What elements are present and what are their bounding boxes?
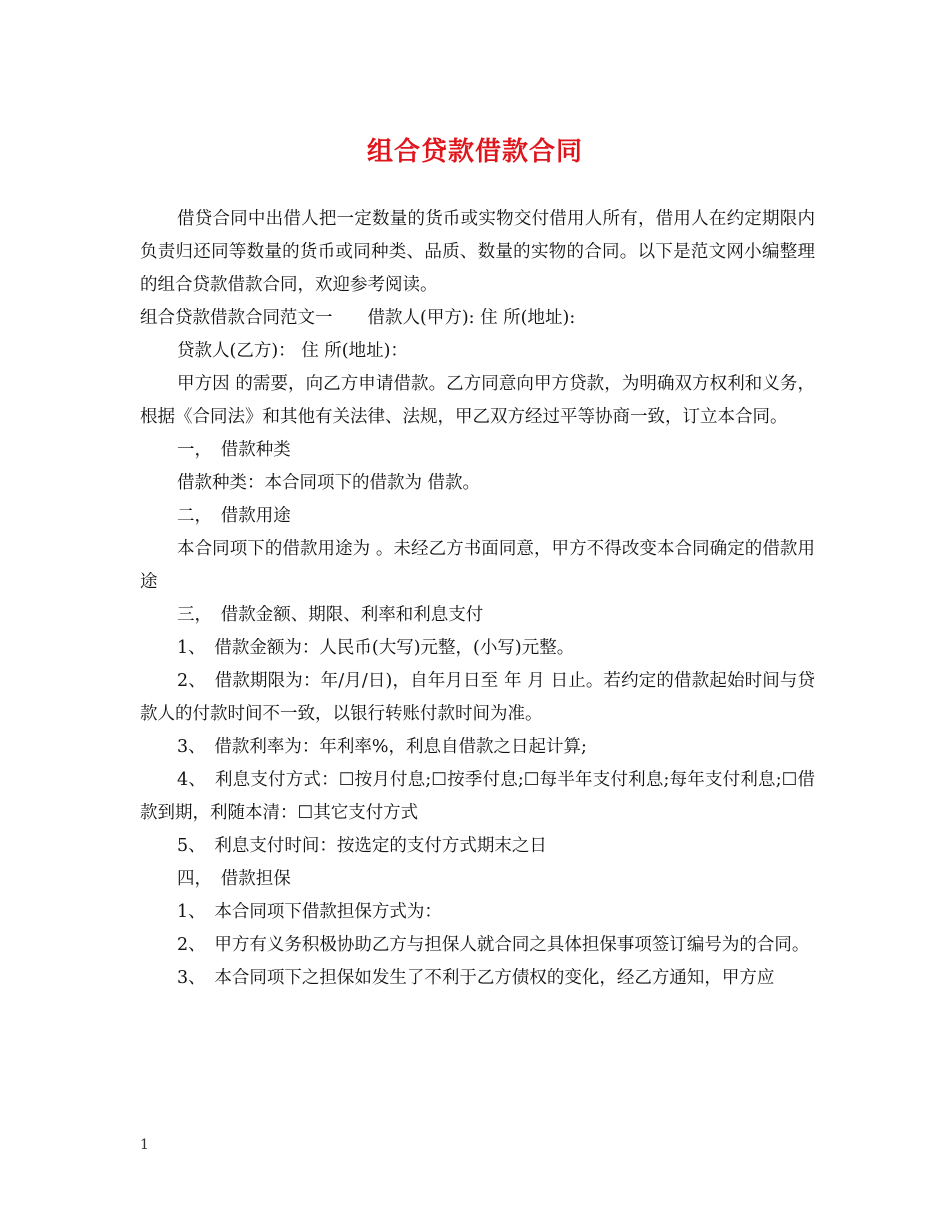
section-heading-amount-term-rate: 三， 借款金额、期限、利率和利息支付 [177, 605, 484, 625]
paragraph-intro: 借贷合同中出借人把一定数量的货币或实物交付借用人所有，借用人在约定期限内负责归还同等数量的货币或同种类、品质、数量的实物的合同。以下是范文网小编整理的组合贷款借款合同，欢迎参考阅读。 [140, 209, 815, 295]
paragraph-lender: 贷款人(乙方)： 住 所(地址)： [177, 341, 408, 361]
paragraph-sample-heading: 组合贷款借款合同范文一 借款人(甲方): 住 所(地址): [140, 308, 576, 328]
document-title: 组合贷款借款合同 [366, 137, 583, 167]
section-heading-loan-purpose: 二， 借款用途 [177, 506, 291, 526]
clause-loan-amount: 1、 借款金额为：人民币(大写)元整，(小写)元整。 [177, 638, 575, 658]
clause-guarantee-method: 1、 本合同项下借款担保方式为： [177, 902, 442, 922]
paragraph-loan-type: 借款种类：本合同项下的借款为 借款。 [177, 473, 481, 493]
document-body [140, 203, 815, 995]
clause-guarantee-assist: 2、 甲方有义务积极协助乙方与担保人就合同之具体担保事项签订编号为的合同。 [177, 935, 810, 955]
paragraph-loan-purpose: 本合同项下的借款用途为 。未经乙方书面同意，甲方不得改变本合同确定的借款用途 [140, 539, 815, 592]
clause-interest-rate: 3、 借款利率为：年利率%，利息自借款之日起计算; [177, 737, 587, 757]
paragraph-preamble: 甲方因 的需要，向乙方申请借款。乙方同意向甲方贷款，为明确双方权利和义务，根据《合同法》和其他有关法律、法规，甲乙双方经过平等协商一致，订立本合同。 [140, 374, 815, 427]
clause-loan-term: 2、 借款期限为：年/月/日)，自年月日至 年 月 日止。若约定的借款起始时间与贷款人的付款时间不一致，以银行转账付款时间为准。 [140, 671, 815, 724]
section-heading-loan-type: 一， 借款种类 [177, 440, 291, 460]
page-number: 1 [140, 1137, 149, 1153]
clause-payment-time: 5、 利息支付时间：按选定的支付方式期末之日 [177, 836, 547, 856]
clause-payment-method: 4、 利息支付方式：☐按月付息;☐按季付息;☐每半年支付利息;每年支付利息;☐借款到期，利随本清：☐其它支付方式 [140, 770, 815, 823]
clause-guarantee-change: 3、 本合同项下之担保如发生了不利于乙方债权的变化，经乙方通知，甲方应 [177, 968, 775, 988]
section-heading-guarantee: 四， 借款担保 [177, 869, 291, 889]
